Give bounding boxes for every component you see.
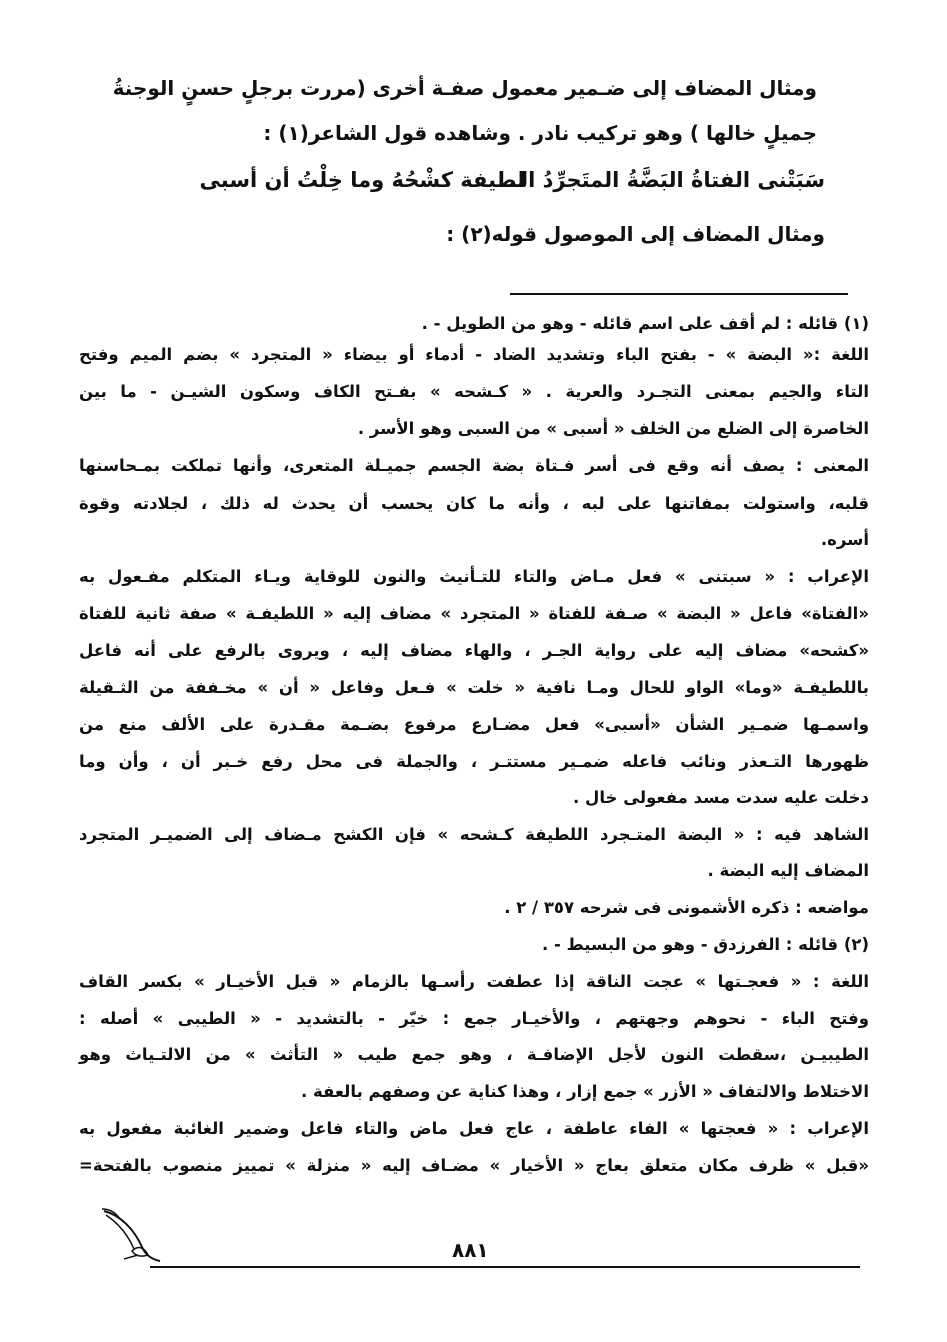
footnote-1-header: (١) قائله : لم أقف على اسم قائله - وهو من الطويل - . xyxy=(421,314,869,333)
verse-second-hemistich: لطيفة كشْحُهُ وما خِلْتُ أن أسبى xyxy=(199,168,525,192)
footnote-1-irab-line: الإعراب : « سبتنى » فعل مـاض والتاء للتـأنيث والنون للوقاية ويـاء المتكلم مفـعول به xyxy=(79,567,869,586)
footnote-1-mawadi: مواضعه : ذكره الأشمونى فى شرحه ٣٥٧ / ٢ . xyxy=(504,898,869,917)
footnote-1-maana-line: المعنى : يصف أنه وقع فى أسر فـتاة بضة الجسم جميـلة المتعرى، وأنها تملكت بمـحاسنها xyxy=(79,456,869,475)
footnote-1-maana-line: أسره. xyxy=(820,530,869,549)
footnote-1-shahid-line: المضاف إليه البضة . xyxy=(707,861,869,880)
quill-ornament-icon xyxy=(98,1205,168,1267)
footnote-1-maana-line: قلبه، واستولت بمفاتنها على لبه ، وأنه ما كان يحسب أن يحدث له ذلك ، لجلادته وقوة xyxy=(79,494,869,513)
main-text-line-4: ومثال المضاف إلى الموصول قوله(٢) : xyxy=(446,222,825,246)
footnote-1-irab-line: باللطيفـة «وما» الواو للحال ومـا نافية « خلت » فـعل وفاعل « أن » مخـففة من الثـقيلة xyxy=(79,678,869,697)
footnote-1-irab-line: واسمـها ضمـير الشأن «أسبى» فعل مضـارع مرفوع بضـمة مقـدرة على الألف منع من xyxy=(79,715,869,734)
main-text-line-2: جميلٍ خالها ) وهو تركيب نادر . وشاهده قول الشاعر(١) : xyxy=(263,121,817,145)
footnote-1-irab-line: دخلت عليه سدت مسد مفعولى خال . xyxy=(573,788,869,807)
footnote-1-shahid-line: الشاهد فيه : « البضة المتـجرد اللطيفة كـشحه » فإن الكشح مـضاف إلى الضميـر المتجرد xyxy=(79,825,869,844)
footnote-1-irab-line: «الفتاة» فاعل « البضة » صـفة للفتاة « المتجرد » مضاف إليه « اللطيفـة » صفة ثانية للفتاة xyxy=(79,604,869,623)
footnote-2-lugha-line: اللغة : « فعجـتها » عجت الناقة إذا عطفت رأسـها بالزمام « قبل الأخيـار » بكسر القاف xyxy=(79,972,869,991)
footnote-2-irab-line: «قبل » ظرف مكان متعلق بعاج « الأخيار » مضـاف إليه « منزلة » تمييز منصوب بالفتحة= xyxy=(79,1156,869,1175)
verse-first-hemistich: سَبَتْنى الفتاةُ البَضَّةُ المتَجرِّدُ الـــ xyxy=(498,168,825,192)
footnote-1-lugha-line: الخاصرة إلى الضلع من الخلف « أسبى » من السبى وهو الأسر . xyxy=(357,419,869,438)
footnote-2-lugha-line: الاختلاط والالتفاف « الأزر » جمع إزار ، وهذا كناية عن وصفهم بالعفة . xyxy=(300,1082,869,1101)
footnote-1-irab-line: ظهورها التـعذر ونائب فاعله ضمـير مستتـر ، والجملة فى محل رفع خـبر أن ، وأن وما xyxy=(79,752,869,771)
page-number: ٨٨١ xyxy=(452,1238,489,1262)
footnote-2-header: (٢) قائله : الفرزدق - وهو من البسيط - . xyxy=(542,935,869,954)
main-text-line-1: ومثال المضاف إلى ضـمير معمول صفـة أخرى (مررت برجلٍ حسنٍ الوجنةُ xyxy=(112,76,817,100)
footnote-1-irab-line: «كشحه» مضاف إليه على رواية الجـر ، والهاء مضاف إليه ، ويروى بالرفع على أنه فاعل xyxy=(79,641,869,660)
footer-rule xyxy=(150,1266,860,1268)
footnote-2-irab-line: الإعراب : « فعجتها » الفاء عاطفة ، عاج فعل ماض والتاء فاعل وضمير الغائبة مفعول به xyxy=(79,1119,869,1138)
footnote-2-lugha-line: وفتح الباء - نحوهم وجهتهم ، والأخيـار جمع : خيّر - بالتشديد - « الطيبى » أصله : xyxy=(79,1009,869,1028)
footnote-2-lugha-line: الطيبيـن ،سقطت النون لأجل الإضافـة ، وهو جمع طيب « التأثث » من الالتـياث وهو xyxy=(79,1045,869,1064)
footnote-1-lugha-line: التاء والجيم بمعنى التجـرد والعرية . « كـشحه » بفـتح الكاف وسكون الشيـن - ما بين xyxy=(79,382,869,401)
footnote-1-lugha-line: اللغة :« البضة » - بفتح الباء وتشديد الضاد - أدماء أو بيضاء « المتجرد » بضم الميم وفتح xyxy=(79,345,869,364)
footnote-separator xyxy=(510,293,848,295)
